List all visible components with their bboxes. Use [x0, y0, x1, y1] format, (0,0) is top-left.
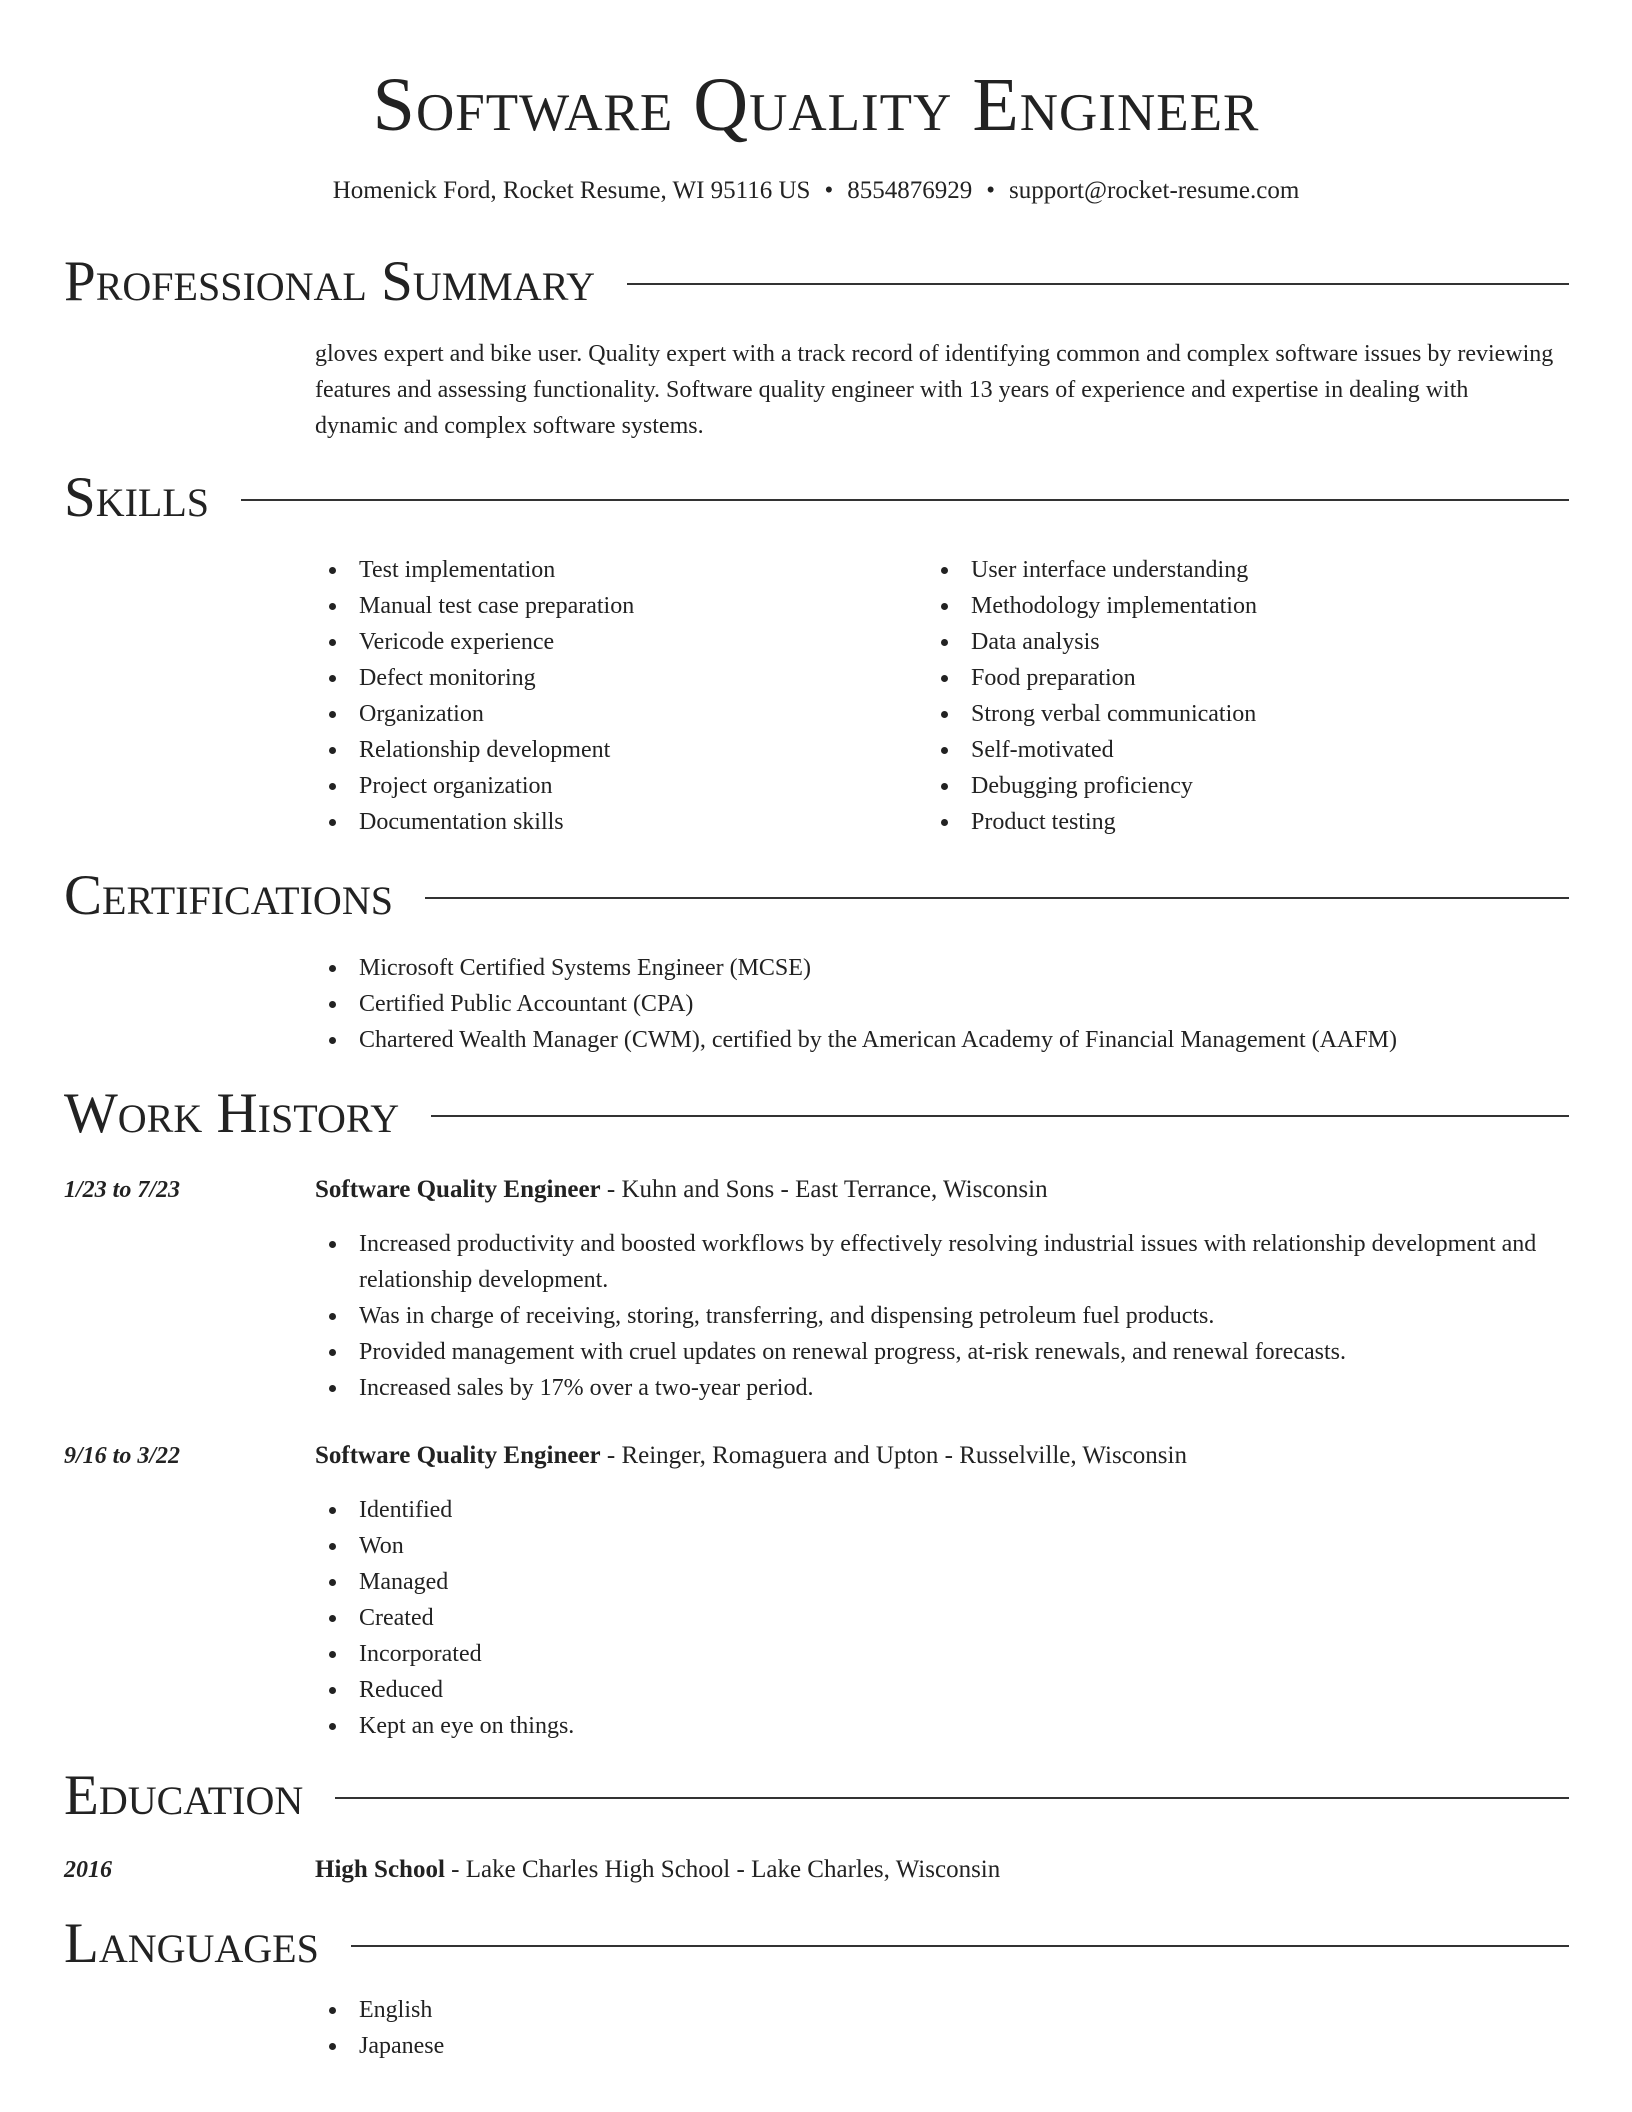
- certification-item: Certified Public Accountant (CPA): [315, 986, 1555, 1022]
- skill-item: Project organization: [315, 768, 915, 804]
- skill-item: Product testing: [927, 804, 1527, 840]
- section-header-summary: [64, 250, 1569, 314]
- skill-item: Organization: [315, 696, 915, 732]
- job-bullet: Created: [315, 1600, 1555, 1636]
- contact-separator: •: [986, 177, 995, 204]
- section-title-languages: Languages: [64, 1912, 319, 1975]
- contact-email: support@rocket-resume.com: [1008, 177, 1300, 204]
- job-employer-location: - Kuhn and Sons - East Terrance, Wisconsin: [600, 1176, 1048, 1203]
- job-bullet: Increased productivity and boosted workflows by effectively resolving industrial issues with relationship development and relationship development.: [315, 1226, 1555, 1298]
- section-title-certifications: Certifications: [64, 864, 393, 927]
- section-divider: [335, 1797, 1569, 1799]
- skill-item: Strong verbal communication: [927, 696, 1527, 732]
- section-divider: [425, 897, 1569, 899]
- section-header-certifications: [64, 864, 1569, 928]
- education-school-location: - Lake Charles High School - Lake Charles, Wisconsin: [444, 1856, 1001, 1883]
- language-item: Japanese: [315, 2028, 1555, 2064]
- languages-list: [315, 1992, 1555, 2064]
- skill-item: Methodology implementation: [927, 588, 1527, 624]
- job-bullet: Provided management with cruel updates on renewal progress, at-risk renewals, and renewal forecasts.: [315, 1334, 1555, 1370]
- section-header-education: [64, 1764, 1569, 1828]
- education-degree: High School: [315, 1856, 445, 1883]
- section-header-work: [64, 1082, 1569, 1146]
- section-title-education: Education: [64, 1764, 304, 1827]
- job-bullet: Was in charge of receiving, storing, transferring, and dispensing petroleum fuel products.: [315, 1298, 1555, 1334]
- resume-title: Software Quality Engineer: [372, 63, 1260, 147]
- section-divider: [351, 1945, 1569, 1947]
- job-bullet: Identified: [315, 1492, 1555, 1528]
- job-bullet: Managed: [315, 1564, 1555, 1600]
- language-item: English: [315, 1992, 1555, 2028]
- skill-item: Manual test case preparation: [315, 588, 915, 624]
- skill-item: User interface understanding: [927, 552, 1527, 588]
- job-bullet: Reduced: [315, 1672, 1555, 1708]
- skill-item: Defect monitoring: [315, 660, 915, 696]
- job-employer-location: - Reinger, Romaguera and Upton - Russelville, Wisconsin: [600, 1442, 1187, 1469]
- certifications-list: [315, 950, 1555, 1058]
- job-dates: 9/16 to 3/22: [64, 1443, 181, 1469]
- job-bullet: Won: [315, 1528, 1555, 1564]
- education-line: [315, 1852, 1555, 1888]
- section-divider: [627, 283, 1569, 285]
- skill-item: Vericode experience: [315, 624, 915, 660]
- section-header-languages: [64, 1912, 1569, 1976]
- skills-column-left: [315, 552, 915, 840]
- job-role: Software Quality Engineer: [315, 1442, 601, 1469]
- section-title-skills: Skills: [64, 466, 210, 529]
- certification-item: Microsoft Certified Systems Engineer (MCSE): [315, 950, 1555, 986]
- job-bullets: [315, 1492, 1555, 1744]
- contact-line: [0, 175, 1632, 207]
- skill-item: Self-motivated: [927, 732, 1527, 768]
- section-divider: [431, 1115, 1569, 1117]
- contact-phone: 8554876929: [847, 177, 973, 204]
- job-title-line: [315, 1172, 1555, 1208]
- education-year: 2016: [64, 1857, 112, 1883]
- job-title-line: [315, 1438, 1555, 1474]
- contact-separator: •: [824, 177, 834, 204]
- certification-item: Chartered Wealth Manager (CWM), certified by the American Academy of Financial Management (AAFM): [315, 1022, 1555, 1058]
- job-bullet: Incorporated: [315, 1636, 1555, 1672]
- section-divider: [241, 499, 1569, 501]
- section-header-skills: [64, 466, 1569, 530]
- job-bullet: Kept an eye on things.: [315, 1708, 1555, 1744]
- summary-text: gloves expert and bike user. Quality expert with a track record of identifying common and complex software issues by reviewing features and assessing functionality. Software quality engineer with 13 years of experience and expertise in dealing with dynamic and complex software systems.: [315, 341, 1554, 439]
- section-title-summary: Professional Summary: [64, 250, 596, 313]
- skill-item: Debugging proficiency: [927, 768, 1527, 804]
- skill-item: Relationship development: [315, 732, 915, 768]
- section-title-work: Work History: [64, 1082, 400, 1145]
- skill-item: Documentation skills: [315, 804, 915, 840]
- skill-item: Data analysis: [927, 624, 1527, 660]
- job-role: Software Quality Engineer: [315, 1176, 601, 1203]
- skill-item: Food preparation: [927, 660, 1527, 696]
- contact-address: Homenick Ford, Rocket Resume, WI 95116 US: [332, 177, 811, 204]
- job-dates: 1/23 to 7/23: [64, 1177, 181, 1203]
- skills-column-right: [927, 552, 1527, 840]
- job-bullet: Increased sales by 17% over a two-year period.: [315, 1370, 1555, 1406]
- skill-item: Test implementation: [315, 552, 915, 588]
- job-bullets: [315, 1226, 1555, 1406]
